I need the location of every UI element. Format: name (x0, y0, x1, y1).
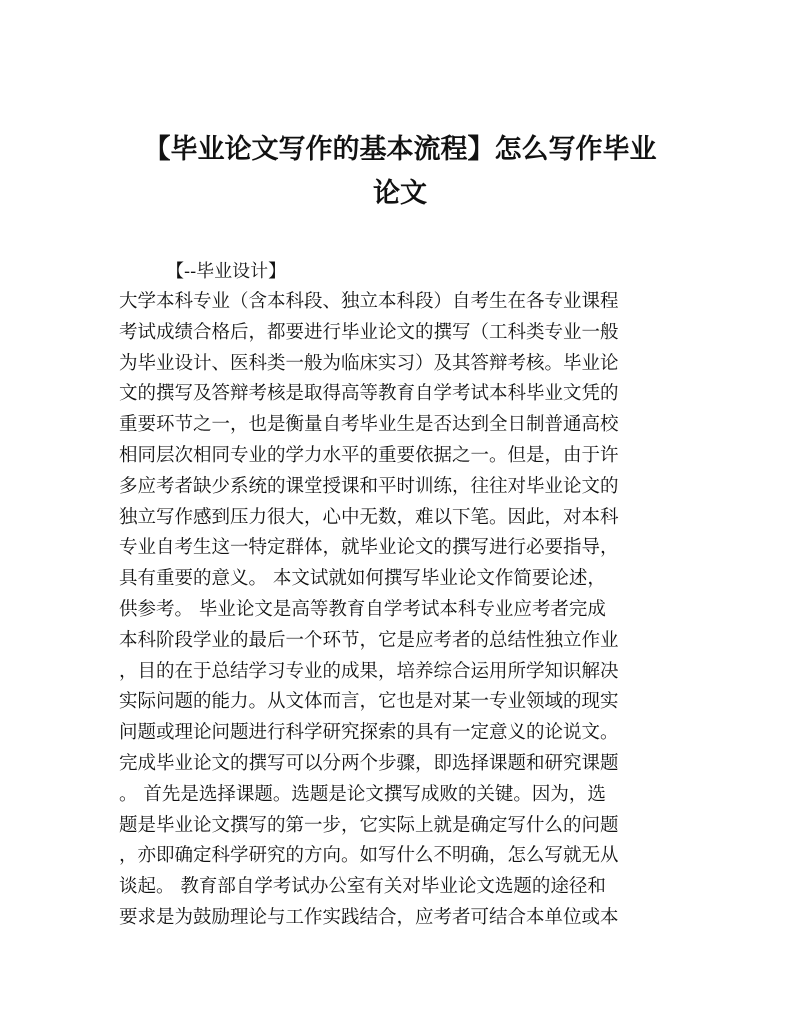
text-line: ，目的在于总结学习专业的成果，培养综合运用所学知识解决 (119, 660, 619, 682)
text-line: ，亦即确定科学研究的方向。如写什么不明确，怎么写就无从 (119, 845, 619, 867)
text-line: 谈起。 教育部自学考试办公室有关对毕业论文选题的途径和 (119, 876, 606, 898)
document-title (100, 128, 700, 216)
text-line: 为毕业设计、医科类一般为临床实习）及其答辩考核。毕业论 (119, 352, 619, 374)
text-line: 本科阶段学业的最后一个环节，它是应考者的总结性独立作业 (119, 629, 619, 651)
title-line-1: 【毕业论文写作的基本流程】怎么写作毕业 (143, 134, 657, 165)
text-line: 多应考者缺少系统的课堂授课和平时训练，往往对毕业论文的 (119, 475, 619, 497)
text-line: 具有重要的意义。 本文试就如何撰写毕业论文作简要论述， (119, 568, 606, 590)
text-line: 专业自考生这一特定群体，就毕业论文的撰写进行必要指导， (119, 537, 619, 559)
text-line: 要求是为鼓励理论与工作实践结合，应考者可结合本单位或本 (119, 906, 619, 928)
text-line: 相同层次相同专业的学力水平的重要依据之一。但是，由于许 (119, 444, 619, 466)
text-line: 题是毕业论文撰写的第一步，它实际上就是确定写什么的问题 (119, 814, 619, 836)
text-line: 重要环节之一，也是衡量自考毕业生是否达到全日制普通高校 (119, 414, 619, 436)
text-line: 大学本科专业（含本科段、独立本科段）自考生在各专业课程 (119, 291, 619, 312)
section-subhead: 【--毕业设计】 (166, 261, 287, 282)
title-line-2: 论文 (373, 178, 427, 209)
text-line: 问题或理论问题进行科学研究探索的具有一定意义的论说文。 (119, 722, 619, 744)
text-line: 供参考。 毕业论文是高等教育自学考试本科专业应考者完成 (119, 598, 606, 620)
text-line: 。 首先是选择课题。选题是论文撰写成败的关键。因为，选 (119, 783, 606, 805)
text-line: 完成毕业论文的撰写可以分两个步骤，即选择课题和研究课题 (119, 752, 619, 774)
text-line: 文的撰写及答辩考核是取得高等教育自学考试本科毕业文凭的 (119, 383, 619, 405)
text-line: 独立写作感到压力很大，心中无数，难以下笔。因此，对本科 (119, 506, 619, 528)
body-text (119, 287, 699, 934)
text-line: 考试成绩合格后，都要进行毕业论文的撰写（工科类专业一般 (119, 321, 619, 343)
text-line: 实际问题的能力。从文体而言，它也是对某一专业领域的现实 (119, 691, 619, 713)
